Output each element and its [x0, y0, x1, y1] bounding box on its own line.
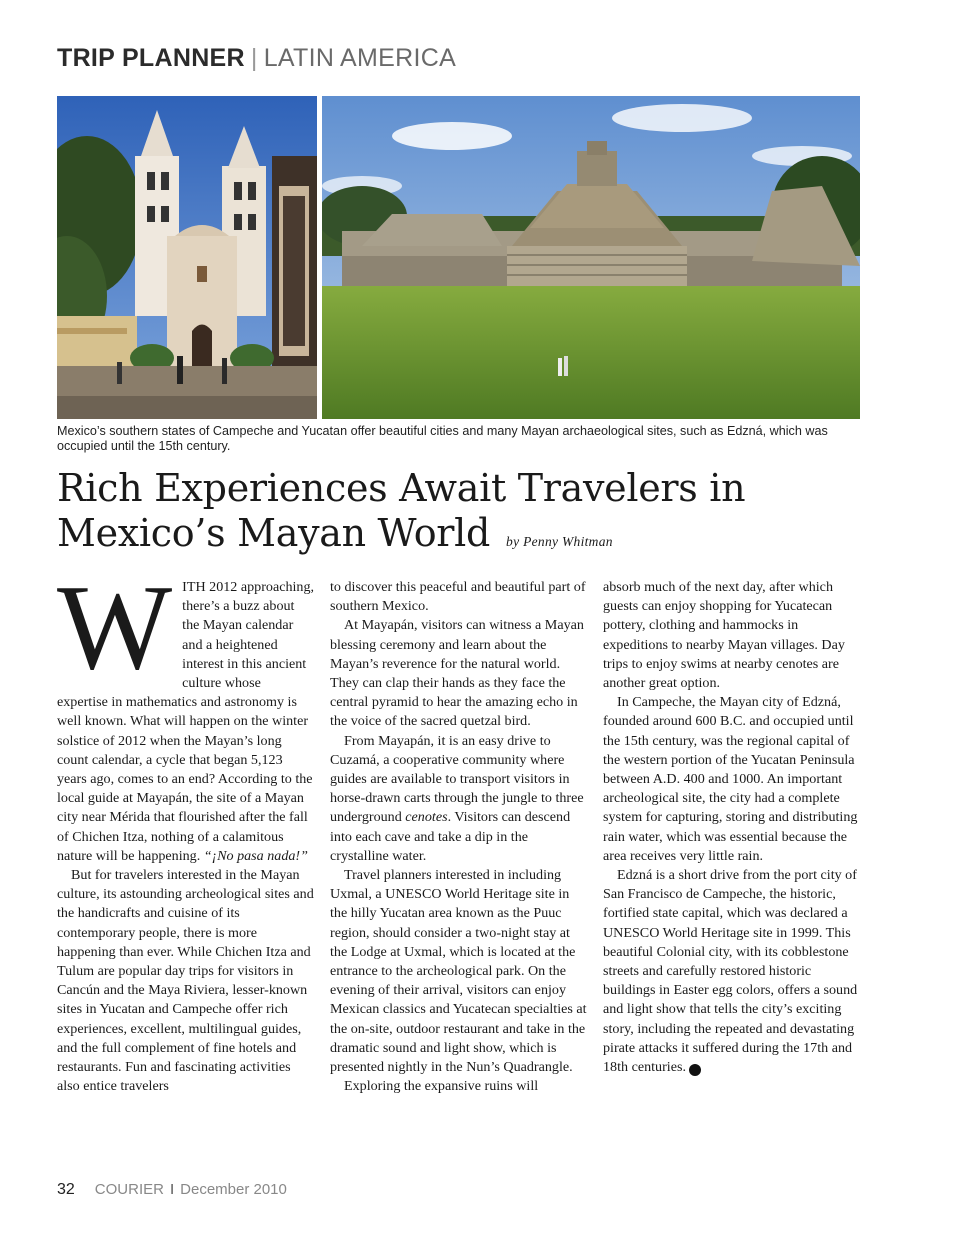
paragraph: At Mayapán, visitors can witness a Mayan blessing ceremony and learn about the Mayan’s reverence for the natural world. They can clap their hands as they face the central pyramid to hear the amazing echo in the voice of the sacred quetzal bird. — [330, 617, 584, 730]
paragraph: In Campeche, the Mayan city of Edzná, founded around 600 B.C. and occupied until the 15th century, was the regional capital of the western portion of the Yucatan Peninsula between A.D. 400 and 1000. An important archeological site, the city had a complete system for capturing, storing and distributing rain water, which was essential because the area receives very little rain. — [603, 694, 858, 864]
cenotes-term: cenotes — [405, 809, 448, 826]
paragraph: absorb much of the next day, after which guests can enjoy shopping for Yucatecan pottery, clothing and hammocks in expeditions to nearby Mayan villages. Day trips to enjoy swims at nearby cenotes are another great option. — [603, 579, 845, 692]
paragraph — [603, 866, 861, 1077]
issue-date: December 2010 — [180, 1181, 287, 1198]
headline-line-2 — [57, 511, 877, 564]
paragraph-text: From Mayapán, it is an easy drive to Cuzamá, a cooperative community where guides are available to transport visitors in horse-drawn carts through the jungle to three underground — [330, 732, 584, 826]
article-column-1 — [57, 560, 315, 1096]
publication-name: COURIER — [94, 1181, 164, 1198]
headline-line-1: Rich Experiences Await Travelers in — [57, 466, 746, 510]
paragraph: But for travelers interested in the Mayan culture, its astounding archeological sites and the handicrafts and cuisine of its contemporary people, there is more happening than ever. While Chichen Itza and Tulum are popular day trips for visitors in Cancún and the Maya Riviera, lesser-known sites in Yucatan and Campeche offer rich experiences, excellent, multilingual guides, and the full complement of fine hotels and restaurants. Fun and fascinating activities also entice travelers — [57, 867, 314, 1095]
page-footer — [57, 1181, 287, 1199]
paragraph — [330, 732, 588, 866]
paragraph: Travel planners interested in including Uxmal, a UNESCO World Heritage site in the hilly Yucatan area known as the Puuc region, should consider a two-night stay at the Lodge at Uxmal, which is located at the entrance to the archeological park. On the evening of their arrival, visitors can enjoy Mexican classics and Yucatecan specialties at the on-site, outdoor restaurant and take in the dramatic sound and light show, which is presented nightly in the Nun’s Quadrangle. — [330, 867, 587, 1076]
article-headline — [57, 466, 877, 564]
byline: by Penny Whitman — [506, 534, 613, 549]
section-title: TRIP PLANNER — [57, 44, 245, 72]
edzna-ruins-photo — [322, 96, 860, 419]
footer-separator: I — [169, 1181, 175, 1198]
page-number: 32 — [57, 1181, 75, 1198]
paragraph-text: Edzná is a short drive from the port city of San Francisco de Campeche, the historic, fortified state capital, which was declared a UNESCO World Heritage site in 1999. This beautiful Colonial city, with its cobblestone streets and carefully restored historic buildings in Easter egg colors, offers a sound and light show that tells the city’s exciting story, including the repeated and devastating pirate attacks it suffered during the 17th and 18th centuries. — [603, 867, 858, 1076]
article-column-3 — [603, 578, 861, 1077]
section-header — [57, 44, 456, 73]
end-mark-icon: C — [689, 1064, 701, 1076]
paragraph: to discover this peaceful and beautiful part of southern Mexico. — [330, 579, 586, 615]
spanish-quote: “¡No pasa nada!” — [203, 847, 308, 864]
cathedral-photo — [57, 96, 317, 419]
headline-line-2-text: Mexico’s Mayan World — [57, 511, 491, 555]
paragraph-text: ITH 2012 approaching, there’s a buzz about the Mayan calendar and a heightened interest in this ancient culture whose expertise in mathematics and astronomy is well known. What will happen on the winter solstice of 2012 when the Mayan’s long count calendar, a cycle that began 5,123 years ago, comes to an end? According to the local guide at Mayapán, the site of a Mayan city near Mérida that flourished after the fall of Chichen Itza, nothing of a calamitous nature will be happening. — [57, 579, 315, 864]
photo-caption: Mexico’s southern states of Campeche and Yucatan offer beautiful cities and many Mayan archaeological sites, such as Edzná, which was occupied until the 15th century. — [57, 424, 828, 453]
paragraph — [57, 560, 315, 866]
drop-cap: W — [57, 560, 173, 695]
section-subtitle: LATIN AMERICA — [263, 44, 457, 72]
article-column-2 — [330, 578, 588, 1096]
paragraph: Exploring the expansive ruins will — [344, 1078, 539, 1095]
paragraph-text: . Visitors can descend into each cave and take a dip in the crystalline water. — [330, 809, 571, 864]
section-separator: | — [250, 44, 258, 72]
